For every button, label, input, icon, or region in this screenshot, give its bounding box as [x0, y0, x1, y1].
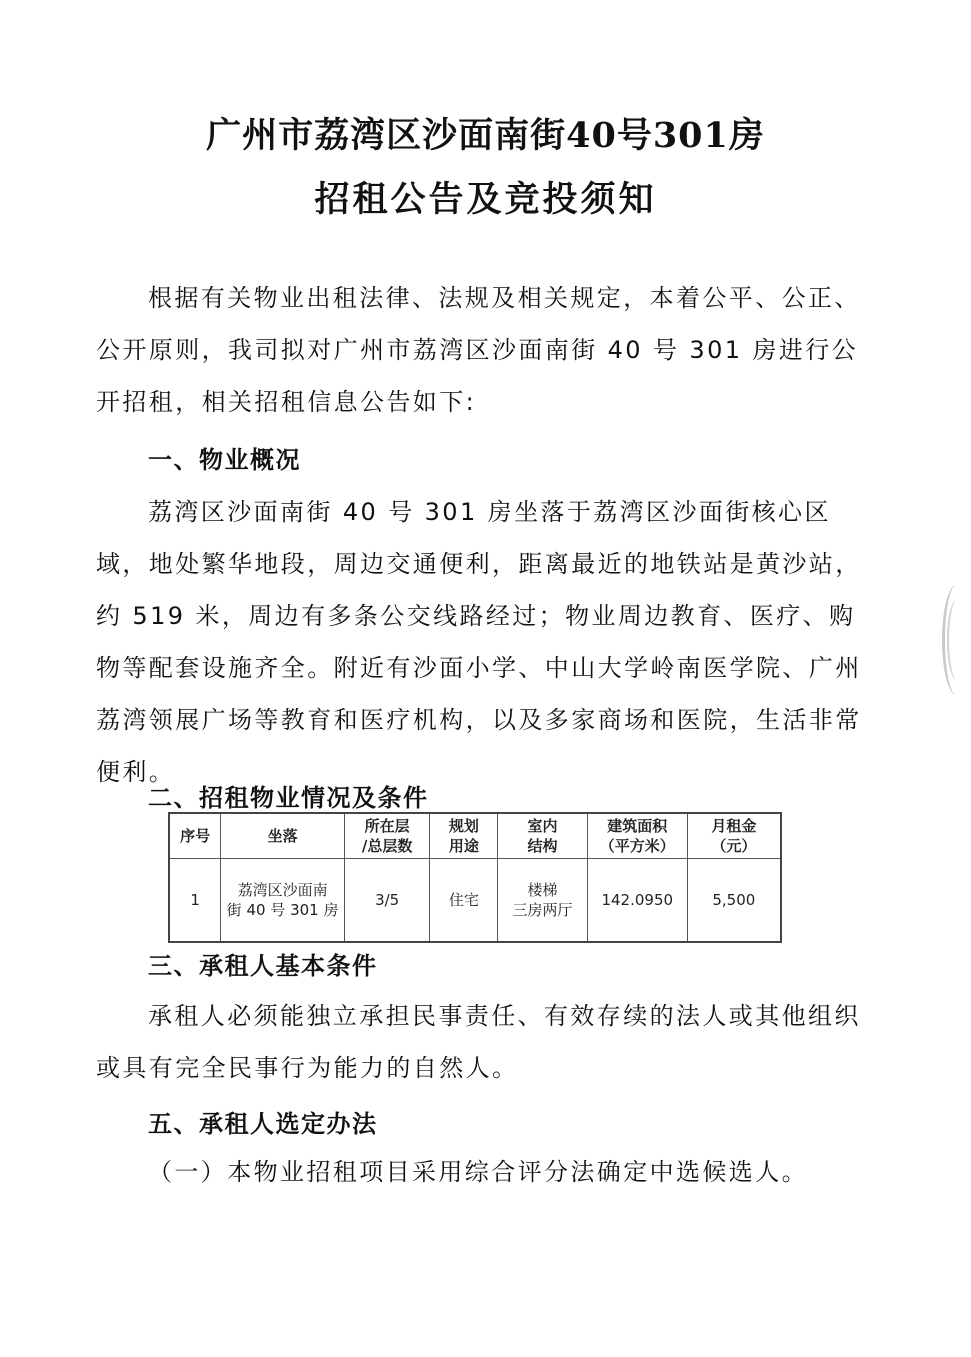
section-heading-tenant-requirements: 三、承租人基本条件 [148, 952, 378, 980]
table-header-row [169, 813, 781, 859]
document-title-line1: 广州市荔湾区沙面南街40号301房 [206, 115, 765, 156]
section-heading-property-overview: 一、物业概况 [148, 446, 301, 474]
tenant-requirements-paragraph: 承租人必须能独立承担民事责任、有效存续的法人或其他组织或具有完全民事行为能力的自然人。 [96, 1002, 861, 1082]
tenant-selection-paragraph: （一）本物业招租项目采用综合评分法确定中选候选人。 [148, 1158, 808, 1186]
cell-index: 1 [169, 859, 221, 943]
cell-rent: 5,500 [687, 859, 781, 943]
cell-location: 荔湾区沙面南 街 40 号 301 房 [221, 859, 344, 943]
cell-usage: 住宅 [430, 859, 498, 943]
header-floor: 所在层 /总层数 [344, 813, 430, 859]
document-title-line2: 招租公告及竞投须知 [314, 179, 657, 220]
section-heading-tenant-selection: 五、承租人选定办法 [148, 1110, 378, 1138]
header-structure: 室内 结构 [498, 813, 588, 859]
intro-paragraph: 根据有关物业出租法律、法规及相关规定，本着公平、公正、公开原则，我司拟对广州市荔湾区沙面南街 40 号 301 房进行公开招租，相关招租信息公告如下: [96, 284, 861, 416]
binding-edge-mark-inner [947, 600, 967, 680]
property-overview-paragraph: 荔湾区沙面南街 40 号 301 房坐落于荔湾区沙面街核心区域，地处繁华地段，周边交通便利，距离最近的地铁站是黄沙站，约 519 米，周边有多条公交线路经过；物业周边教育、医疗、购物等配套设施齐全。附近有沙面小学、中山大学岭南医学院、广州荔湾领展广场等教育和医疗机构，以及多家商场和医院，生活非常便利。 [96, 498, 862, 786]
header-location: 坐落 [221, 813, 344, 859]
header-area: 建筑面积 （平方米） [587, 813, 687, 859]
cell-floor: 3/5 [344, 859, 430, 943]
property-table [168, 812, 782, 943]
section-heading-rental-conditions: 二、招租物业情况及条件 [148, 784, 429, 812]
cell-area: 142.0950 [587, 859, 687, 943]
header-index: 序号 [169, 813, 221, 859]
header-usage: 规划 用途 [430, 813, 498, 859]
table-row [169, 859, 781, 943]
header-rent: 月租金 （元） [687, 813, 781, 859]
cell-structure: 楼梯 三房两厅 [498, 859, 588, 943]
